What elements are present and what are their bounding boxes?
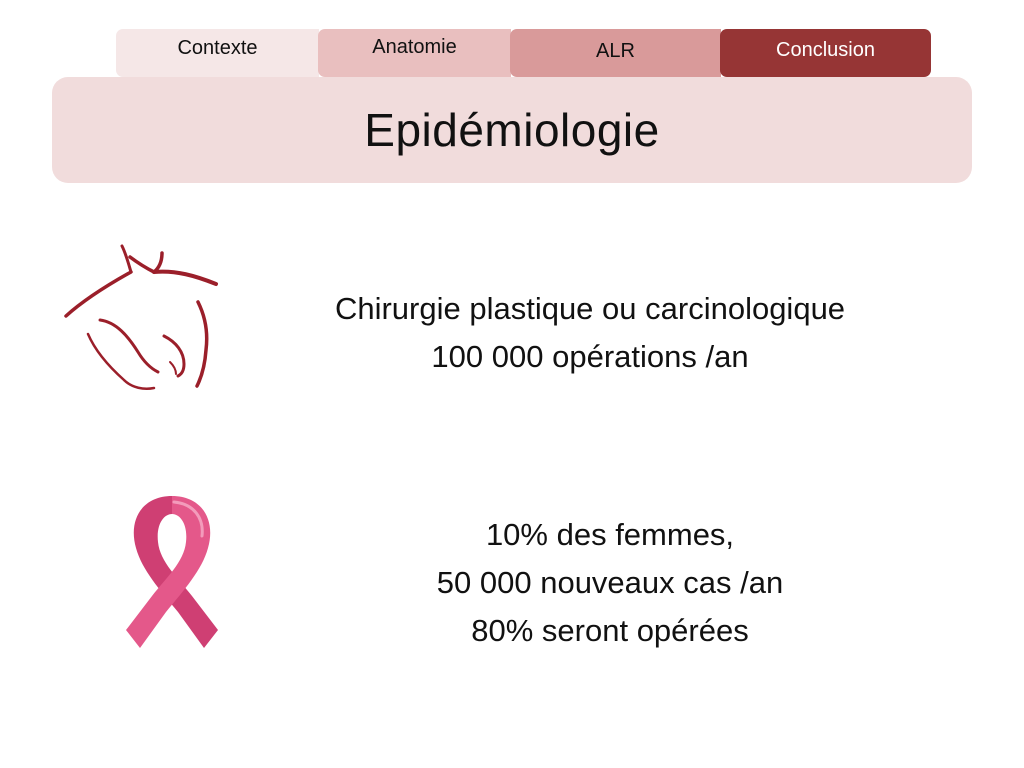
text-line: 80% seront opérées <box>471 613 749 648</box>
slide-title: Epidémiologie <box>364 104 660 156</box>
tab-anatomie[interactable] <box>318 29 511 77</box>
title-banner <box>52 77 972 183</box>
cancer-stats-text <box>370 511 850 655</box>
pink-ribbon-icon <box>112 490 232 655</box>
tab-label: Conclusion <box>776 39 875 61</box>
surgery-stats-text <box>270 285 910 381</box>
text-line: Chirurgie plastique ou carcinologique <box>334 291 846 326</box>
tab-alr[interactable] <box>510 29 721 77</box>
tab-label: Contexte <box>177 37 258 59</box>
tab-label: Anatomie <box>372 36 457 58</box>
text-line: 10% des femmes, <box>485 517 735 552</box>
tab-contexte[interactable] <box>116 29 319 77</box>
text-line: 50 000 nouveaux cas /an <box>436 565 784 600</box>
tab-conclusion[interactable] <box>720 29 931 77</box>
female-torso-icon <box>58 238 228 390</box>
tab-label: ALR <box>596 40 635 62</box>
text-line: 100 000 opérations /an <box>431 339 749 374</box>
section-tabs <box>116 29 932 77</box>
